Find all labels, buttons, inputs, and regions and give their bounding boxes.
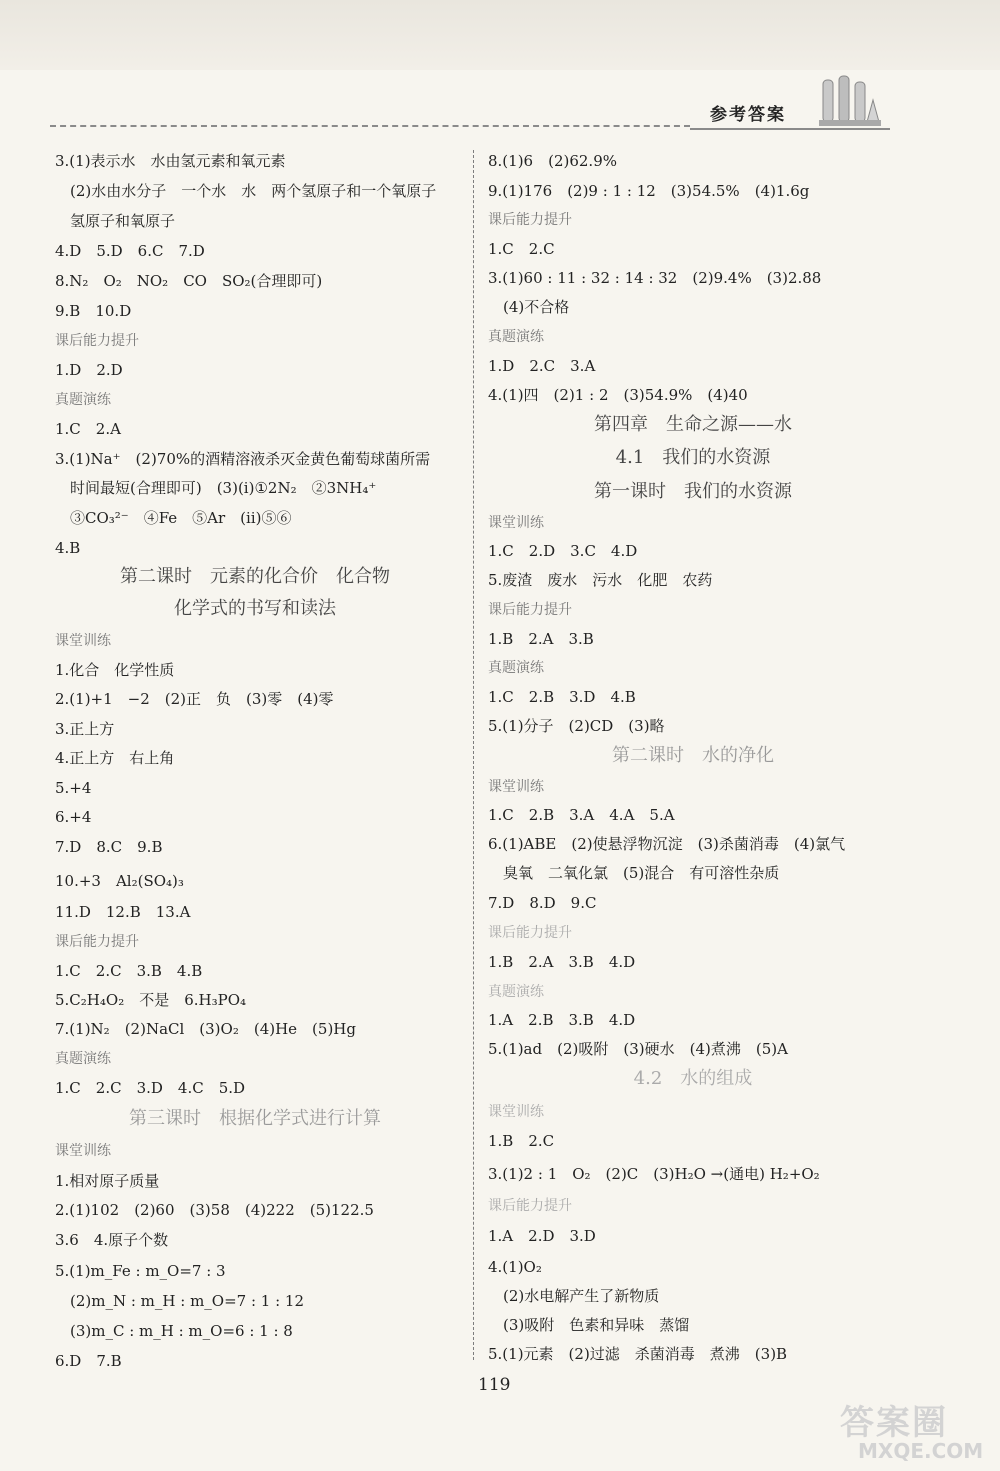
answer-line: 4.正上方 右上角 [55, 749, 175, 767]
answer-line: 1.B 2.A 3.B 4.D [488, 953, 636, 971]
section-label: 课堂训练 [488, 1104, 544, 1120]
answer-line: 1.化合 化学性质 [55, 661, 175, 679]
answer-line: 时间最短(合理即可) (3)(ⅰ)①2N₂ ②3NH₄⁺ [55, 479, 377, 497]
answer-line: 2.(1)+1 −2 (2)正 负 (3)零 (4)零 [55, 690, 334, 708]
lesson-heading: 化学式的书写和读法 [174, 598, 336, 619]
answer-line: 8.N₂ O₂ NO₂ CO SO₂(合理即可) [55, 272, 323, 290]
answer-line: 11.D 12.B 13.A [55, 903, 191, 921]
answer-line: 9.B 10.D [55, 302, 132, 320]
section-heading: 4.1 我们的水资源 [615, 447, 771, 468]
answer-line: 1.D 2.C 3.A [488, 357, 596, 375]
column-divider [473, 150, 474, 1360]
header-dashed-rule [50, 125, 690, 127]
section-label: 真题演练 [488, 329, 544, 345]
scan-top-band [0, 0, 1000, 70]
answer-line: ③CO₃²⁻ ④Fe ⑤Ar (ⅱ)⑤⑥ [55, 509, 292, 527]
answer-line: 1.C 2.B 3.D 4.B [488, 688, 636, 706]
answer-line: 4.D 5.D 6.C 7.D [55, 242, 205, 260]
answer-line: 1.C 2.C [488, 240, 555, 258]
header-title: 参考答案 [710, 105, 786, 125]
answer-line: (3)m_C : m_H : m_O=6 : 1 : 8 [55, 1322, 293, 1340]
lesson-heading: 第二课时 水的净化 [612, 745, 774, 766]
answer-line: 3.(1)60 : 11 : 32 : 14 : 32 (2)9.4% (3)2.88 [488, 269, 822, 287]
lesson-heading: 第二课时 元素的化合价 化合物 [120, 566, 390, 587]
answer-line: 5.废渣 废水 污水 化肥 农药 [488, 571, 713, 589]
answer-line: 5.(1)m_Fe : m_O=7 : 3 [55, 1262, 226, 1280]
lesson-heading: 第一课时 我们的水资源 [594, 481, 792, 502]
answer-line: 氢原子和氧原子 [55, 212, 176, 230]
answer-line: 1.C 2.B 3.A 4.A 5.A [488, 806, 675, 824]
answer-line: 3.(1)2 : 1 O₂ (2)C (3)H₂O →(通电) H₂+O₂ [488, 1165, 820, 1183]
section-label: 课后能力提升 [488, 212, 572, 228]
answer-line: 臭氧 二氧化氯 (5)混合 有可溶性杂质 [488, 864, 780, 882]
header-solid-rule [690, 128, 890, 130]
section-label: 课堂训练 [55, 633, 111, 649]
answer-line: 7.(1)N₂ (2)NaCl (3)O₂ (4)He (5)Hg [55, 1020, 356, 1038]
answer-line: 7.D 8.D 9.C [488, 894, 597, 912]
answer-line: 5.(1)分子 (2)CD (3)略 [488, 717, 665, 735]
answer-line: 3.(1)Na⁺ (2)70%的酒精溶液杀灭金黄色葡萄球菌所需 [55, 450, 431, 468]
answer-line: 5.(1)ad (2)吸附 (3)硬水 (4)煮沸 (5)A [488, 1040, 788, 1058]
answer-line: (4)不合格 [488, 298, 570, 316]
answer-line: 1.B 2.C [488, 1132, 555, 1150]
answer-line: 1.C 2.A [55, 420, 121, 438]
answer-line: 1.C 2.C 3.D 4.C 5.D [55, 1079, 246, 1097]
answer-line: 1.A 2.B 3.B 4.D [488, 1011, 636, 1029]
answer-line: 4.(1)O₂ [488, 1258, 542, 1276]
answer-line: 6.(1)ABE (2)使悬浮物沉淀 (3)杀菌消毒 (4)氯气 [488, 835, 846, 853]
answer-line: 1.D 2.D [55, 361, 123, 379]
answer-line: 2.(1)102 (2)60 (3)58 (4)222 (5)122.5 [55, 1201, 374, 1219]
chapter-heading: 第四章 生命之源——水 [594, 414, 792, 435]
section-label: 真题演练 [488, 984, 544, 1000]
section-label: 课后能力提升 [488, 602, 572, 618]
answer-line: 10.+3 Al₂(SO₄)₃ [55, 872, 184, 890]
answer-line: 9.(1)176 (2)9 : 1 : 12 (3)54.5% (4)1.6g [488, 182, 810, 200]
section-label: 真题演练 [488, 660, 544, 676]
section-label: 课堂训练 [55, 1143, 111, 1159]
answer-line: 1.相对原子质量 [55, 1172, 160, 1190]
answer-line: 3.正上方 [55, 720, 115, 738]
answer-line: (2)m_N : m_H : m_O=7 : 1 : 12 [55, 1292, 305, 1310]
answer-line: 4.(1)四 (2)1 : 2 (3)54.9% (4)40 [488, 386, 748, 404]
lesson-heading: 第三课时 根据化学式进行计算 [129, 1108, 381, 1129]
section-label: 课堂训练 [488, 515, 544, 531]
section-label: 真题演练 [55, 1051, 111, 1067]
watermark-url: MXQE.COM [858, 1439, 984, 1463]
answer-line: 1.B 2.A 3.B [488, 630, 594, 648]
section-label: 真题演练 [55, 392, 111, 408]
answer-line: 1.A 2.D 3.D [488, 1227, 596, 1245]
lab-glassware-icon [815, 72, 885, 130]
site-watermark [840, 1395, 990, 1465]
section-label: 课后能力提升 [488, 1198, 572, 1214]
answer-line: (2)水由水分子 一个水 水 两个氢原子和一个氧原子 [55, 182, 437, 200]
section-label: 课后能力提升 [55, 934, 139, 950]
answer-line: (2)水电解产生了新物质 [488, 1287, 660, 1305]
answer-line: 5.(1)元素 (2)过滤 杀菌消毒 煮沸 (3)B [488, 1345, 788, 1363]
section-label: 课堂训练 [488, 779, 544, 795]
answer-line: 1.C 2.D 3.C 4.D [488, 542, 638, 560]
answer-line: 8.(1)6 (2)62.9% [488, 152, 618, 170]
answer-line: 3.(1)表示水 水由氢元素和氧元素 [55, 152, 286, 170]
answer-line: 5.+4 [55, 779, 92, 797]
answer-line: 5.C₂H₄O₂ 不是 6.H₃PO₄ [55, 991, 247, 1009]
page-number: 119 [478, 1375, 511, 1395]
answer-line: (3)吸附 色素和异味 蒸馏 [488, 1316, 690, 1334]
section-heading: 4.2 水的组成 [633, 1068, 753, 1089]
answer-line: 6.D 7.B [55, 1352, 122, 1370]
answer-line: 7.D 8.C 9.B [55, 838, 163, 856]
answer-line: 4.B [55, 539, 81, 557]
answer-line: 6.+4 [55, 808, 92, 826]
answer-line: 1.C 2.C 3.B 4.B [55, 962, 203, 980]
section-label: 课后能力提升 [55, 333, 139, 349]
answer-line: 3.6 4.原子个数 [55, 1231, 169, 1249]
watermark-logo-text: 答案圈 [840, 1403, 948, 1443]
section-label: 课后能力提升 [488, 925, 572, 941]
